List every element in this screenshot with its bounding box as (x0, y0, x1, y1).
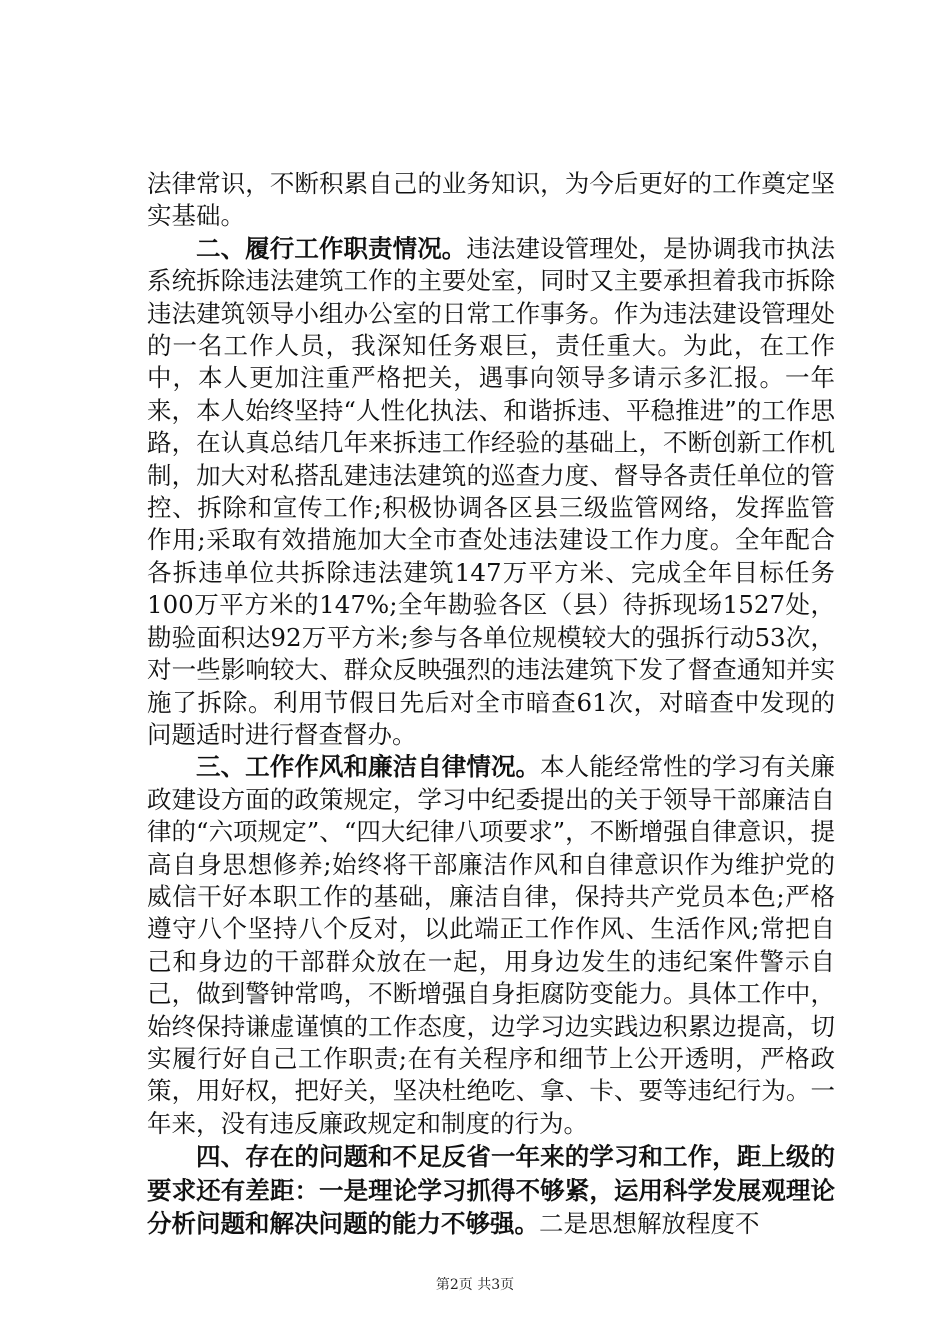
section-three-body: 本人能经常性的学习有关廉政建设方面的政策规定，学习中纪委提出的关于领导干部廉洁自律的“六项规定”、“四大纪律八项要求”，不断增强自律意识，提高自身思想修养;始终将干部廉洁作风和自律意识作为维护党的威信干好本职工作的基础，廉洁自律，保持共产党员本色;严格遵守八个坚持八个反对，以此端正工作作风、生活作风;常把自己和身边的干部群众放在一起，用身边发生的违纪案件警示自己，做到警钟常鸣，不断增强自身拒腐防变能力。具体工作中，始终保持谦虚谨慎的工作态度，边学习边实践边积累边提高，切实履行好自己工作职责;在有关程序和细节上公开透明，严格政策，用好权，把好关，坚决杜绝吃、拿、卡、要等违纪行为。一年来，没有违反廉政规定和制度的行为。 (147, 752, 836, 1138)
section-four-heading: 四、存在的问题和不足反省一年来的学习和工作，距上级的要求还有差距：一是理论学习抓得不够紧，运用科学发展观理论分析问题和解决问题的能力不够强。 (147, 1142, 835, 1239)
paragraph-section-three (147, 751, 835, 1140)
page-footer (0, 1274, 950, 1294)
page-number-label: 第2页 共3页 (435, 1277, 515, 1293)
section-two-heading: 二、履行工作职责情况。 (196, 233, 467, 263)
body-text-run: 法律常识，不断积累自己的业务知识，为今后更好的工作奠定坚实基础。 (147, 169, 835, 231)
section-two-body: 违法建设管理处，是协调我市执法系统拆除违法建筑工作的主要处室，同时又主要承担着我市拆除违法建筑领导小组办公室的日常工作事务。作为违法建设管理处的一名工作人员，我深知任务艰巨，责任重大。为此，在工作中，本人更加注重严格把关，遇事向领导多请示多汇报。一年来，本人始终坚持“人性化执法、和谐拆违、平稳推进”的工作思路，在认真总结几年来拆违工作经验的基础上，不断创新工作机制，加大对私搭乱建违法建筑的巡查力度、督导各责任单位的管控、拆除和宣传工作;积极协调各区县三级监管网络，发挥监管作用;采取有效措施加大全市查处违法建设工作力度。全年配合各拆违单位共拆除违法建筑147万平方米、完成全年目标任务100万平方米的147%;全年勘验各区（县）待拆现场1527处，勘验面积达92万平方米;参与各单位规模较大的强拆行动53次，对一些影响较大、群众反映强烈的违法建筑下发了督查通知并实施了拆除。利用节假日先后对全市暗查61次，对暗查中发现的问题适时进行督查督办。 (147, 233, 836, 749)
section-three-heading: 三、工作作风和廉洁自律情况。 (196, 752, 541, 782)
paragraph-section-four (147, 1140, 835, 1241)
paragraph-continuation (147, 168, 835, 233)
paragraph-section-two (147, 233, 835, 752)
document-body (147, 168, 835, 1241)
section-four-body: 二是思想解放程度不 (539, 1209, 760, 1239)
